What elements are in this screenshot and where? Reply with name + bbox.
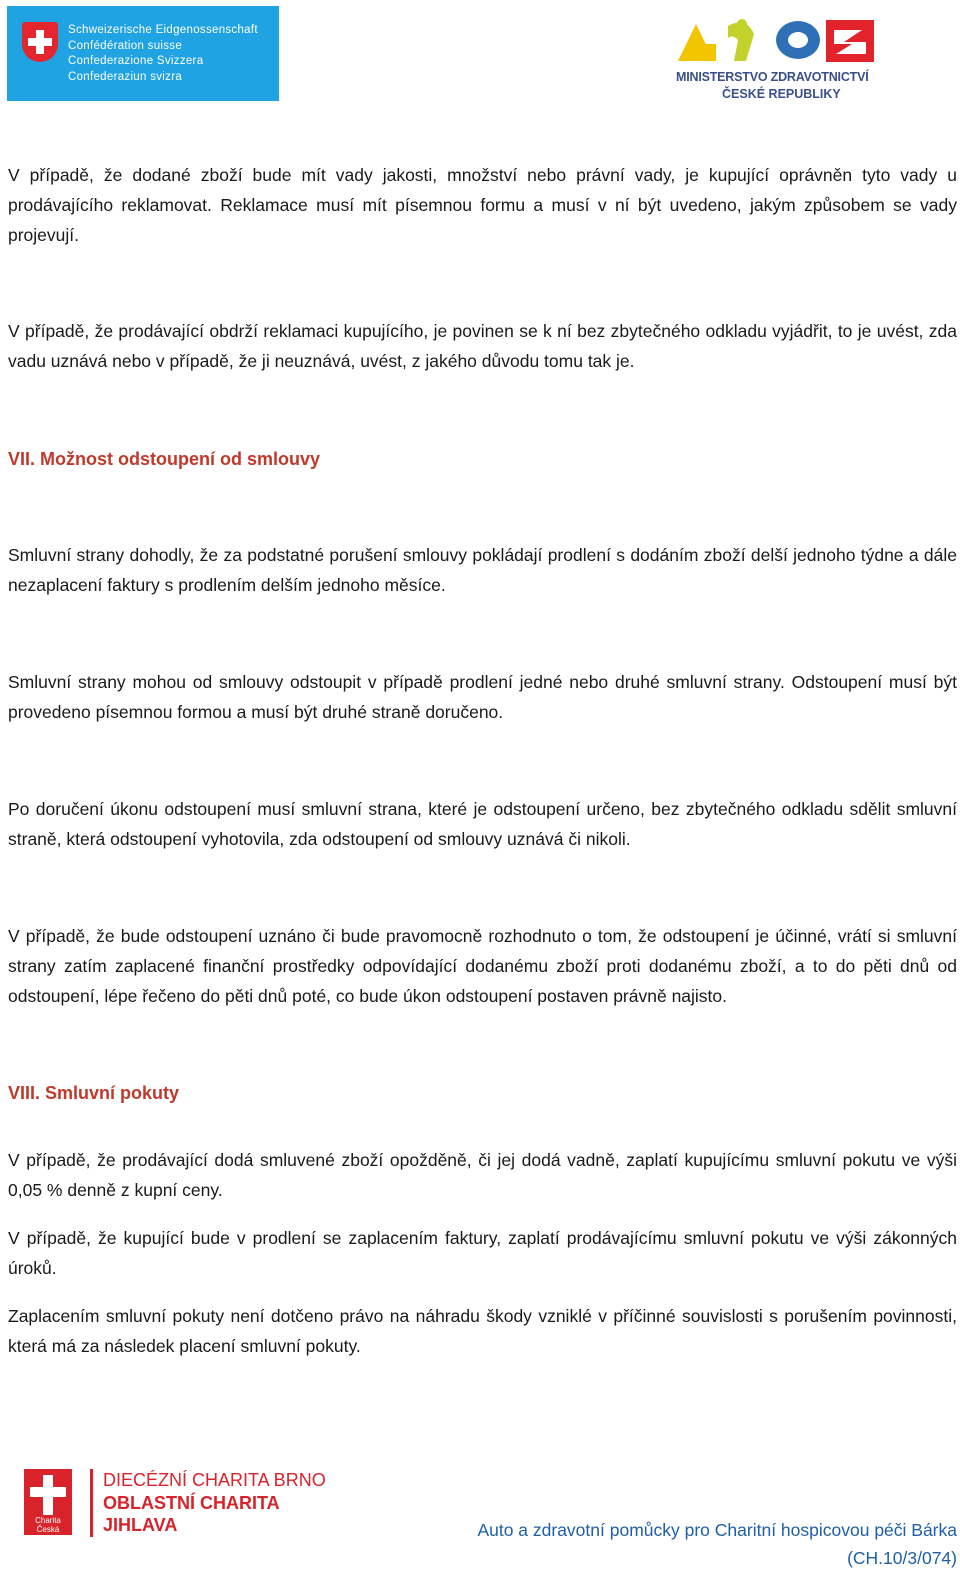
charita-logo — [24, 1467, 344, 1543]
charita-label: Charita Česká republika — [31, 1516, 65, 1543]
paragraph-withdrawal-notice: Po doručení úkonu odstoupení musí smluvní strana, které je odstoupení určeno, bez zbytečného odkladu sdělit smluvní straně, která odstoupení vyhotovila, zda odstoupení od smlouvy uznává či nikoli. — [8, 799, 957, 849]
org-line-2: OBLASTNÍ CHARITA — [103, 1492, 280, 1513]
paragraph-refund: V případě, že bude odstoupení uznáno či bude pravomocně rozhodnuto o tom, že odstoupení je účinné, vrátí si smluvní strany zatím zaplacené finanční prostředky odpovídající dodanému zboží proti dodanému zboží, a to do pěti dnů od odstoupení, lépe řečeno do pěti dnů poté, co bude úkon odstoupení postaven právně najisto. — [8, 926, 957, 1006]
organization-name — [103, 1469, 326, 1537]
swiss-line-1: Schweizerische Eidgenossenschaft — [68, 24, 258, 36]
section-heading-withdrawal: VII. Možnost odstoupení od smlouvy — [8, 449, 321, 469]
project-title: Auto a zdravotní pomůcky pro Charitní hospicovou péči Bárka — [477, 1520, 957, 1540]
swiss-line-4: Confederaziun svizra — [68, 70, 183, 83]
paragraph-late-delivery-penalty: V případě, že prodávající dodá smluvené zboží opožděně, či jej dodá vadně, zaplatí kupujícímu smluvní pokutu ve výši 0,05 % denně z kupní ceny. — [8, 1150, 957, 1200]
paragraph-complaint-defects: V případě, že dodané zboží bude mít vady jakosti, množství nebo právní vady, je kupující oprávněn tyto vady u prodávajícího reklamovat. Reklamace musí mít písemnou formu a musí v ní být uvedeno, jakým způsobem se vady projevují. — [8, 165, 957, 245]
paragraph-material-breach: Smluvní strany dohodly, že za podstatné porušení smlouvy pokládají prodlení s dodáním zboží delší jednoho týdne a dále nezaplacení faktury s prodlením delším jednoho měsíce. — [8, 545, 957, 595]
swiss-line-2: Confédération suisse — [68, 39, 183, 52]
paragraph-complaint-response: V případě, že prodávající obdrží reklamaci kupujícího, je povinen se k ní bez zbytečného odkladu vyjádřit, to je uvést, zda vadu uznává nebo v případě, že ji neuznává, uvést, z jakého důvodu tomu tak je. — [8, 321, 957, 371]
paragraph-damages: Zaplacením smluvní pokuty není dotčeno právo na náhradu škody vzniklé v příčinné souvislosti s porušením povinnosti, která má za následek placení smluvní pokuty. — [8, 1306, 957, 1356]
project-footer — [477, 1516, 957, 1572]
charita-cross-icon — [24, 1469, 72, 1543]
paragraph-late-payment-penalty: V případě, že kupující bude v prodlení se zaplacením faktury, zaplatí prodávajícímu smluvní pokutu ve výši zákonných úroků. — [8, 1228, 957, 1278]
ministry-name-line-2: ČESKÉ REPUBLIKY — [722, 87, 841, 101]
ministry-of-health-logo — [672, 12, 882, 104]
org-line-1: DIECÉZNÍ CHARITA BRNO — [103, 1470, 326, 1490]
section-heading-penalties: VIII. Smluvní pokuty — [8, 1083, 180, 1103]
page-header — [0, 0, 960, 110]
project-code: (CH.10/3/074) — [847, 1548, 957, 1568]
swiss-flag-icon — [22, 22, 58, 62]
org-line-3: JIHLAVA — [103, 1515, 178, 1535]
logo-divider — [90, 1469, 93, 1537]
ministry-logo-icon — [676, 16, 876, 66]
document-body — [8, 160, 957, 1361]
swiss-logo-text — [68, 23, 258, 85]
ministry-name-line-1: MINISTERSTVO ZDRAVOTNICTVÍ — [676, 70, 869, 84]
swiss-confederation-logo — [7, 6, 279, 101]
paragraph-withdrawal-right: Smluvní strany mohou od smlouvy odstoupit v případě prodlení jedné nebo druhé smluvní strany. Odstoupení musí být provedeno písemnou formou a musí být druhé straně doručeno. — [8, 672, 957, 722]
swiss-line-3: Confederazione Svizzera — [68, 55, 204, 67]
